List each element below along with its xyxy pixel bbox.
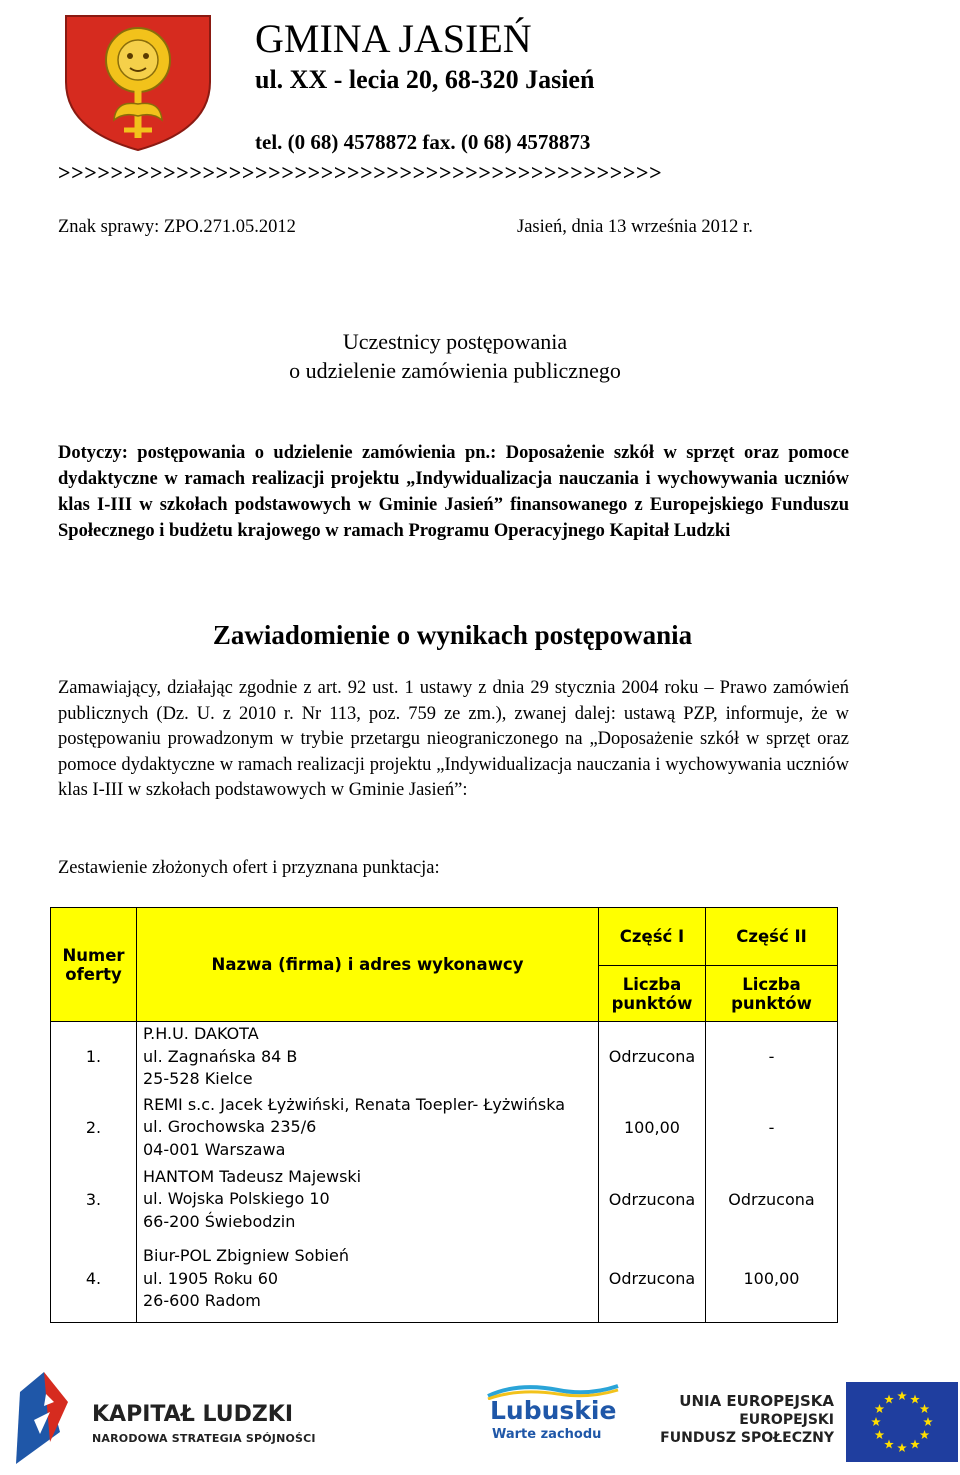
- contractor-name: [137, 1022, 599, 1092]
- lubuskie-subtitle: Warte zachodu: [492, 1427, 602, 1442]
- contractor-name: [137, 1164, 599, 1236]
- recipients-heading: [0, 327, 910, 385]
- header-part-1: Część I: [599, 908, 706, 966]
- eu-line-2: EUROPEJSKI: [739, 1412, 834, 1428]
- notice-body: Zamawiający, działając zgodnie z art. 92 ust. 1 ustawy z dnia 29 stycznia 2004 roku – Prawo zamówień publicznych (Dz. U. z 2010 r. Nr 113, poz. 759 ze zm.), zwanej dalej: ustawą PZP, informuje, że w postępowaniu prowadzonym w trybie przetargu nieograniczonego na „Doposażenie szkół w sprzęt oraz pomoce dydaktyczne w ramach realizacji projektu „Indywidualizacja nauczania i wychowywania uczniów klas I-III w szkołach podstawowych w Gminie Jasień”:: [58, 678, 849, 801]
- contractor-line: P.H.U. DAKOTA: [143, 1024, 259, 1043]
- contractor-line: Biur-POL Zbigniew Sobień: [143, 1246, 349, 1265]
- contractor-line: HANTOM Tadeusz Majewski: [143, 1166, 362, 1186]
- offer-number: 3.: [51, 1164, 137, 1236]
- place-and-date: Jasień, dnia 13 września 2012 r.: [517, 217, 753, 237]
- header-offer-number: Numer oferty: [51, 908, 137, 1022]
- subject-paragraph: Dotyczy: postępowania o udzielenie zamówienia pn.: Doposażenie szkół w sprzęt oraz pomoce dydaktyczne w ramach realizacji projektu „Indywidualizacja nauczania i wychowywania uczniów klas I-III w szkołach podstawowych w Gminie Jasień” finansowanego z Europejskiego Funduszu Społecznego i budżetu krajowego w ramach Programu Operacyjnego Kapitał Ludzki: [58, 443, 849, 541]
- part-1-points: Odrzucona: [599, 1022, 706, 1092]
- contractor-line: ul. 1905 Roku 60: [143, 1268, 279, 1288]
- contractor-name: [137, 1092, 599, 1164]
- part-2-points: Odrzucona: [706, 1164, 838, 1236]
- part-1-points: Odrzucona: [599, 1164, 706, 1236]
- phone-fax: tel. (0 68) 4578872 fax. (0 68) 4578873: [255, 130, 591, 154]
- offer-number: 1.: [51, 1022, 137, 1092]
- eu-line-1: UNIA EUROPEJSKA: [679, 1392, 834, 1410]
- contractor-line: REMI s.c. Jacek Łyżwiński, Renata Toepler- Łyżwińska: [143, 1094, 566, 1114]
- header-points-1: Liczba punktów: [599, 966, 706, 1022]
- contractor-line: ul. Wojska Polskiego 10: [143, 1189, 330, 1209]
- notice-title: Zawiadomienie o wynikach postępowania: [212, 620, 693, 650]
- coat-of-arms-crest: [58, 12, 218, 152]
- contractor-name: [137, 1236, 599, 1323]
- header-separator: >>>>>>>>>>>>>>>>>>>>>>>>>>>>>>>>>>>>>>>>>>>>>>: [58, 160, 663, 185]
- lubuskie-logo: [478, 1382, 628, 1452]
- part-2-points: 100,00: [706, 1236, 838, 1323]
- recipients-line-2: o udzielenie zamówienia publicznego: [289, 358, 621, 383]
- part-2-points: -: [706, 1092, 838, 1164]
- municipality-title: GMINA JASIEŃ: [255, 16, 532, 61]
- eu-line-3: FUNDUSZ SPOŁECZNY: [660, 1430, 834, 1446]
- kapital-ludzki-title: KAPITAŁ LUDZKI: [92, 1402, 294, 1427]
- recipients-line-1: Uczestnicy postępowania: [342, 329, 568, 354]
- header-part-2: Część II: [706, 908, 838, 966]
- kapital-ludzki-subtitle: NARODOWA STRATEGIA SPÓJNOŚCI: [92, 1432, 316, 1445]
- contractor-line: 25-528 Kielce: [143, 1069, 253, 1088]
- case-number: Znak sprawy: ZPO.271.05.2012: [58, 217, 296, 237]
- contractor-line: 26-600 Radom: [143, 1291, 261, 1310]
- offer-number: 2.: [51, 1092, 137, 1164]
- table-row: [51, 1022, 838, 1092]
- offers-table: [50, 907, 838, 1323]
- eu-flag-icon: [846, 1382, 958, 1462]
- contractor-line: ul. Grochowska 235/6: [143, 1117, 317, 1137]
- contractor-line: 66-200 Świebodzin: [143, 1211, 296, 1231]
- contractor-line: 04-001 Warszawa: [143, 1139, 286, 1159]
- lubuskie-title: Lubuskie: [490, 1396, 617, 1425]
- municipality-address: ul. XX - lecia 20, 68-320 Jasień: [255, 65, 595, 94]
- table-row: [51, 1236, 838, 1323]
- offer-number: 4.: [51, 1236, 137, 1323]
- kapital-ludzki-emblem-icon: [10, 1372, 90, 1468]
- part-1-points: Odrzucona: [599, 1236, 706, 1323]
- table-row: [51, 1092, 838, 1164]
- kapital-ludzki-logo: [10, 1372, 330, 1468]
- part-2-points: -: [706, 1022, 838, 1092]
- eu-esf-logo: [660, 1374, 960, 1470]
- header-contractor-name: Nazwa (firma) i adres wykonawcy: [137, 908, 599, 1022]
- part-1-points: 100,00: [599, 1092, 706, 1164]
- table-row: [51, 1164, 838, 1236]
- summary-label: Zestawienie złożonych ofert i przyznana punktacja:: [58, 858, 440, 878]
- contractor-line: ul. Zagnańska 84 B: [143, 1046, 298, 1066]
- header-points-2: Liczba punktów: [706, 966, 838, 1022]
